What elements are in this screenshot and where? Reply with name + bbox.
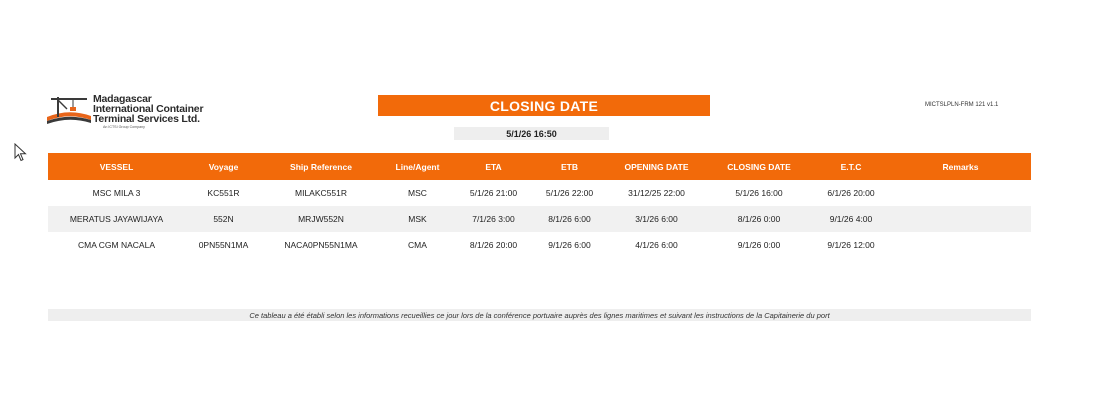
- cell-vessel: CMA CGM NACALA: [78, 240, 155, 250]
- col-header-opening-date: OPENING DATE: [607, 153, 706, 180]
- cell-etb: 5/1/26 22:00: [545, 188, 594, 198]
- cell-remarks: [890, 232, 1031, 258]
- cell-opening-date: 3/1/26 6:00: [607, 206, 706, 232]
- cell-line-agent: CMA: [408, 240, 427, 250]
- cell-voyage: 552N: [185, 206, 262, 232]
- col-header-line-agent: Line/Agent: [380, 153, 455, 180]
- cell-eta: 8/1/26 20:00: [469, 240, 518, 250]
- table-row: [48, 232, 1031, 258]
- col-header-eta: ETA: [455, 153, 532, 180]
- cell-line-agent: MSC: [408, 188, 427, 198]
- col-header-voyage: Voyage: [185, 153, 262, 180]
- mouse-cursor-icon: [14, 143, 28, 163]
- cell-remarks: [890, 180, 1031, 206]
- table-header-row: [48, 153, 1031, 180]
- cell-opening-date: 4/1/26 6:00: [635, 240, 678, 250]
- cell-ship-reference: MILAKC551R: [295, 188, 347, 198]
- table-row: [48, 206, 1031, 232]
- cell-etc: 6/1/26 20:00: [827, 188, 875, 198]
- cell-etc: 9/1/26 12:00: [827, 240, 875, 250]
- report-date: 5/1/26 16:50: [454, 127, 609, 140]
- cell-eta: 5/1/26 21:00: [469, 188, 518, 198]
- col-header-remarks: Remarks: [890, 153, 1031, 180]
- company-logo: [47, 94, 217, 132]
- closing-date-table: [48, 153, 1031, 258]
- page-title: CLOSING DATE: [378, 95, 710, 116]
- cell-closing-date: 9/1/26 0:00: [737, 240, 781, 250]
- cell-voyage: 0PN55N1MA: [198, 240, 249, 250]
- cell-closing-date: 5/1/26 16:00: [735, 188, 783, 198]
- crane-logo-icon: [47, 95, 91, 125]
- col-header-ship-reference: Ship Reference: [262, 153, 380, 180]
- logo-line-3: Terminal Services Ltd.: [93, 113, 200, 125]
- cell-etb: 9/1/26 6:00: [548, 240, 591, 250]
- cell-opening-date: 31/12/25 22:00: [628, 188, 685, 198]
- cell-remarks: [890, 206, 1031, 232]
- cell-closing-date: 8/1/26 0:00: [706, 206, 812, 232]
- logo-subtitle: An ICTSI Group Company: [103, 125, 145, 129]
- cell-ship-reference: NACA0PN55N1MA: [284, 240, 358, 250]
- cell-ship-reference: MRJW552N: [262, 206, 380, 232]
- footer-note: Ce tableau a été établi selon les informations recueillies ce jour lors de la conférence portuaire auprès des lignes maritimes et suivant les instructions de la Capitainerie du port: [48, 309, 1031, 321]
- col-header-closing-date: CLOSING DATE: [706, 153, 812, 180]
- logo-line-2: International Container: [93, 103, 204, 115]
- cell-voyage: KC551R: [207, 188, 240, 198]
- logo-line-1: Madagascar: [93, 93, 152, 105]
- table-row: [48, 180, 1031, 206]
- cell-vessel: MERATUS JAYAWIJAYA: [48, 206, 185, 232]
- cell-vessel: MSC MILA 3: [92, 188, 141, 198]
- col-header-etb: ETB: [532, 153, 607, 180]
- cell-eta: 7/1/26 3:00: [455, 206, 532, 232]
- col-header-vessel: VESSEL: [48, 153, 185, 180]
- cell-etb: 8/1/26 6:00: [532, 206, 607, 232]
- col-header-etc: E.T.C: [812, 153, 890, 180]
- cell-line-agent: MSK: [380, 206, 455, 232]
- cell-etc: 9/1/26 4:00: [812, 206, 890, 232]
- form-code: MICTSLPLN-FRM 121 v1.1: [925, 102, 999, 108]
